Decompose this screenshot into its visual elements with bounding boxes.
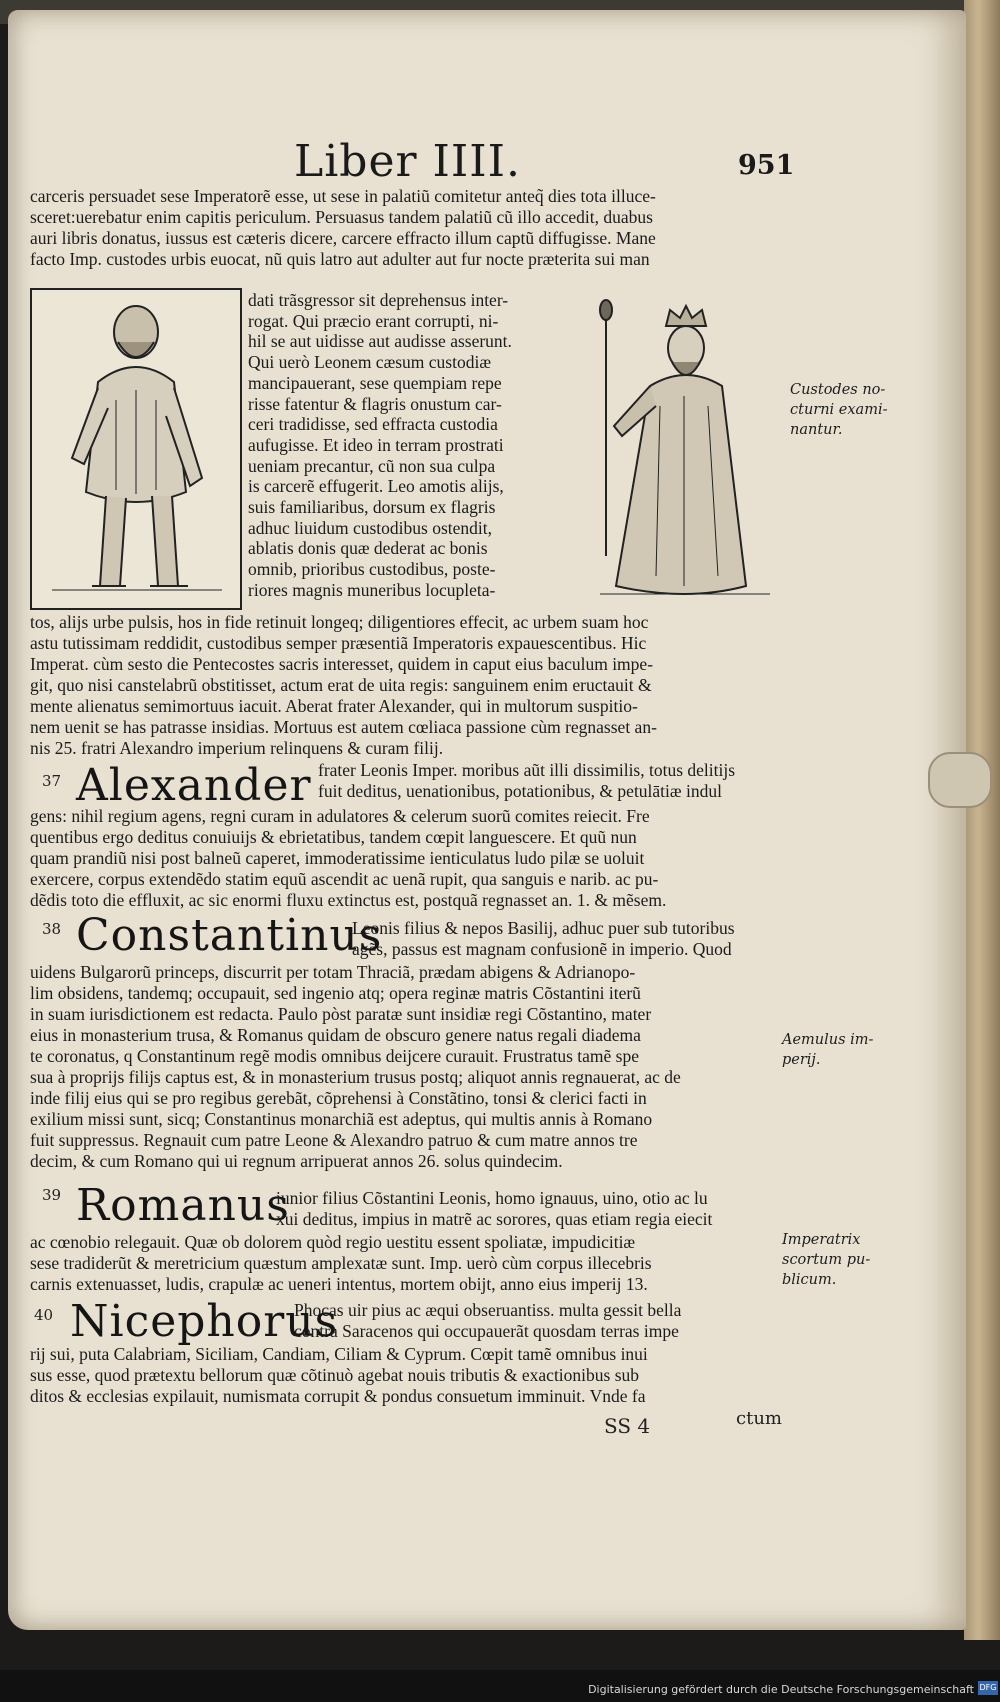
text-line: sese tradiderũt & meretricium quæstum amplexatæ sunt. Imp. uerò cùm corpus illecebris bbox=[30, 1253, 652, 1273]
text-line: exercere, corpus extendẽdo statim equũ ascendit ac uenã rupit, qua sanguis e narib. ac pu- bbox=[30, 869, 659, 889]
text-line: decim, & cum Romano qui ui regnum arripuerat annos 26. solus quindecim. bbox=[30, 1151, 563, 1171]
woodcut-man-illustration bbox=[32, 290, 240, 608]
text-line: exilium missi sunt, sicq; Constantinus monarchiã est adeptus, qui multis annis à Romano bbox=[30, 1109, 653, 1129]
romanus-text-block bbox=[30, 1232, 652, 1295]
text-line: quentibus ergo deditus conuiuijs & ebrietatibus, tandem cœpit languescere. Et quũ nun bbox=[30, 827, 637, 847]
text-line: ditos & ecclesias expilauit, numismata corrupit & pondus consuetum imminuit. Vnde fa bbox=[30, 1386, 646, 1406]
text-line: nis 25. fratri Alexandro imperium relinquens & curam filij. bbox=[30, 738, 444, 758]
text-line: auri libris donatus, iussus est cæteris dicere, carcere effracto illum captũ diffugisse. Mane bbox=[30, 228, 656, 248]
text-line: te coronatus, q Constantinum regẽ modis omnibus deijcere curauit. Frustratus tamẽ spe bbox=[30, 1046, 639, 1066]
margin-note-imperatrix bbox=[782, 1230, 870, 1290]
text-line: xui deditus, impius in matrẽ ac sorores, quas etiam regia eiecit bbox=[276, 1209, 713, 1229]
margin-line: Imperatrix bbox=[782, 1232, 861, 1248]
section-number-40: 40 bbox=[34, 1306, 54, 1324]
text-line: Imperat. cùm sesto die Pentecostes sacris interesset, quidem in caput eius baculum impe- bbox=[30, 654, 654, 674]
text-line: eius in monasterium trusa, & Romanus quidam de obscuro genere natus regali diadema bbox=[30, 1025, 641, 1045]
text-line: in suam iurisdictionem est redacta. Paulo pòst paratæ sunt insidiæ regi Cõstantino, mater bbox=[30, 1004, 652, 1024]
text-line: git, quo nisi canstelabrũ obstitisset, actum erat de uita regis: sanguinem enim eructauit & bbox=[30, 675, 652, 695]
text-line: riores magnis muneribus locupleta- bbox=[248, 579, 496, 600]
text-line: facto Imp. custodes urbis euocat, nũ quis latro aut adulter aut fur nocte præterita sui man bbox=[30, 249, 650, 269]
text-line: gens: nihil regium agens, regni curam in adulatores & celerum suorũ comites reiecit. Fre bbox=[30, 806, 650, 826]
margin-line: scortum pu- bbox=[782, 1252, 871, 1268]
text-line: agẽs, passus est magnam confusionẽ in imperio. Quod bbox=[352, 939, 732, 959]
signature-mark: SS 4 bbox=[604, 1414, 651, 1438]
text-line: fuit deditus, uenationibus, potationibus, & petulātiæ indul bbox=[318, 781, 722, 801]
text-line: fuit suppressus. Regnauit cum patre Leone & Alexandro patruo & cum matre annos tre bbox=[30, 1130, 638, 1150]
page-tab-marker bbox=[928, 752, 992, 808]
text-line: carceris persuadet sese Imperatorẽ esse, ut sese in palatiũ comitetur anteq̃ dies tota illuce- bbox=[30, 186, 656, 206]
text-line: sua à proprijs filijs captus est, & in monasterium trusus postq; aliquot annis regnauerat, ac de bbox=[30, 1067, 681, 1087]
text-line: Phocas uir pius ac æqui obseruantiss. multa gessit bella bbox=[294, 1300, 682, 1320]
nicephorus-side-text bbox=[294, 1300, 681, 1342]
text-line: ceri tradidisse, sed effracta custodia bbox=[248, 414, 498, 435]
section-number-38: 38 bbox=[42, 920, 62, 938]
dfg-logo-icon: DFG bbox=[978, 1681, 998, 1695]
book-page-edges bbox=[964, 0, 1000, 1640]
page-number: 951 bbox=[738, 150, 795, 181]
text-line: rij sui, puta Calabriam, Siciliam, Candiam, Ciliam & Cyprum. Cœpit tamẽ omnibus inui bbox=[30, 1344, 648, 1364]
text-line: quam prandiũ nisi post balneũ caperet, immoderatissime ienticulatus ludo pilæ se uoluit bbox=[30, 848, 645, 868]
text-line: mente alienatus semimortuus iacuit. Aberat frater Alexander, qui in multorum suspitio- bbox=[30, 696, 638, 716]
text-line: aufugisse. Et ideo in terram prostrati bbox=[248, 434, 504, 455]
text-line: ac cœnobio relegauit. Quæ ob dolorem quòd regio uestitu essent spoliatæ, impudicitiæ bbox=[30, 1232, 636, 1252]
text-line: hil se aut uidisse aut audisse asserunt. bbox=[248, 331, 512, 352]
heading-constantinus: Constantinus bbox=[76, 910, 383, 961]
margin-line: blicum. bbox=[782, 1272, 837, 1288]
alexander-side-text bbox=[318, 760, 735, 802]
text-line: astu tutissimam reddidit, custodibus semper præsentiã Imperatoris expauescentibus. Hic bbox=[30, 633, 647, 653]
alexander-text-block bbox=[30, 806, 666, 911]
text-line: carnis extenuasset, ludis, crapulæ ac ueneri intentus, mortem obijt, anno eius imperij 13. bbox=[30, 1274, 648, 1294]
text-line: Qui uerò Leonem cæsum custodiæ bbox=[248, 352, 492, 373]
text-line: lim obsidens, tandemq; occupauit, sed ingenio atq; opera reginæ matris Cõstantini iterũ bbox=[30, 983, 641, 1003]
text-line: sceret:uerebatur enim capitis periculum. Persuasus tandem palatiũ cũ illo accedit, duabus bbox=[30, 207, 653, 227]
margin-line: Custodes no- bbox=[790, 382, 886, 398]
constantinus-text-block bbox=[30, 962, 681, 1172]
margin-line: nantur. bbox=[790, 422, 843, 438]
heading-romanus: Romanus bbox=[76, 1180, 290, 1231]
margin-line: cturni exami- bbox=[790, 402, 888, 418]
top-text-block bbox=[30, 186, 656, 270]
woodcut-standing-man bbox=[30, 288, 242, 610]
text-line: ablatis donis quæ dederat ac bonis bbox=[248, 538, 488, 559]
text-line: tos, alijs urbe pulsis, hos in fide retinuit longeq; diligentiores effecit, ac urbem suam hoc bbox=[30, 612, 649, 632]
margin-note-aemulus bbox=[782, 1030, 873, 1070]
text-line: iunior filius Cõstantini Leonis, homo ignauus, uino, otio ac lu bbox=[276, 1188, 708, 1208]
text-line: rogat. Qui præcio erant corrupti, ni- bbox=[248, 310, 499, 331]
heading-nicephorus: Nicephorus bbox=[70, 1296, 339, 1347]
text-line: omnib, prioribus custodibus, poste- bbox=[248, 559, 496, 580]
continuation-text-block bbox=[30, 612, 657, 759]
woodcut-emperor-illustration bbox=[580, 296, 776, 602]
text-line: sus esse, quod prætextu bellorum quæ cõtinuò agebat nouis tributis & exactionibus sub bbox=[30, 1365, 640, 1385]
nicephorus-text-block bbox=[30, 1344, 648, 1407]
narrow-text-block bbox=[248, 290, 512, 601]
running-title: Liber IIII. bbox=[294, 136, 522, 187]
text-line: nem uenit se has patrasse insidias. Mortuus est autem cœliaca passione cùm regnasset an- bbox=[30, 717, 657, 737]
margin-line: Aemulus im- bbox=[782, 1032, 874, 1048]
text-line: inde filij eius qui se pro regibus gerebãt, cõprehensi à Constãtino, tonsi & clerici facti in bbox=[30, 1088, 647, 1108]
footer-credit: Digitalisierung gefördert durch die Deutsche Forschungsgemeinschaft bbox=[588, 1683, 974, 1696]
text-line: mancipauerant, sese quempiam repe bbox=[248, 372, 502, 393]
text-line: ueniam precantur, cũ non sua culpa bbox=[248, 455, 496, 476]
catchword: ctum bbox=[736, 1408, 782, 1429]
woodcut-emperor-figure bbox=[580, 296, 776, 602]
text-line: suis familiaribus, dorsum ex flagris bbox=[248, 497, 496, 518]
margin-line: perij. bbox=[782, 1052, 821, 1068]
constantinus-side-text bbox=[352, 918, 735, 960]
margin-note-custodes bbox=[790, 380, 888, 440]
text-line: frater Leonis Imper. moribus aũt illi dissimilis, totus delitijs bbox=[318, 760, 736, 780]
section-number-37: 37 bbox=[42, 772, 62, 790]
text-line: is carcerẽ effugerit. Leo amotis alijs, bbox=[248, 476, 504, 497]
text-line: Leonis filius & nepos Basilij, adhuc puer sub tutoribus bbox=[352, 918, 735, 938]
text-line: dati trãsgressor sit deprehensus inter- bbox=[248, 290, 509, 310]
text-line: risse fatentur & flagris onustum car- bbox=[248, 393, 502, 414]
romanus-side-text bbox=[276, 1188, 712, 1230]
section-number-39: 39 bbox=[42, 1186, 62, 1204]
text-line: contra Saracenos qui occupauerãt quosdam terras impe bbox=[294, 1321, 679, 1341]
text-line: adhuc liuidum custodibus ostendit, bbox=[248, 517, 493, 538]
heading-alexander: Alexander bbox=[76, 760, 312, 811]
text-line: uidens Bulgarorũ princeps, discurrit per totam Thraciã, prædam abigens & Adrianopo- bbox=[30, 962, 636, 982]
text-line: dẽdis toto die effluxit, ac sic enormi fluxu extinctus est, postquã regnasset an. 1. & mẽsem. bbox=[30, 890, 667, 910]
